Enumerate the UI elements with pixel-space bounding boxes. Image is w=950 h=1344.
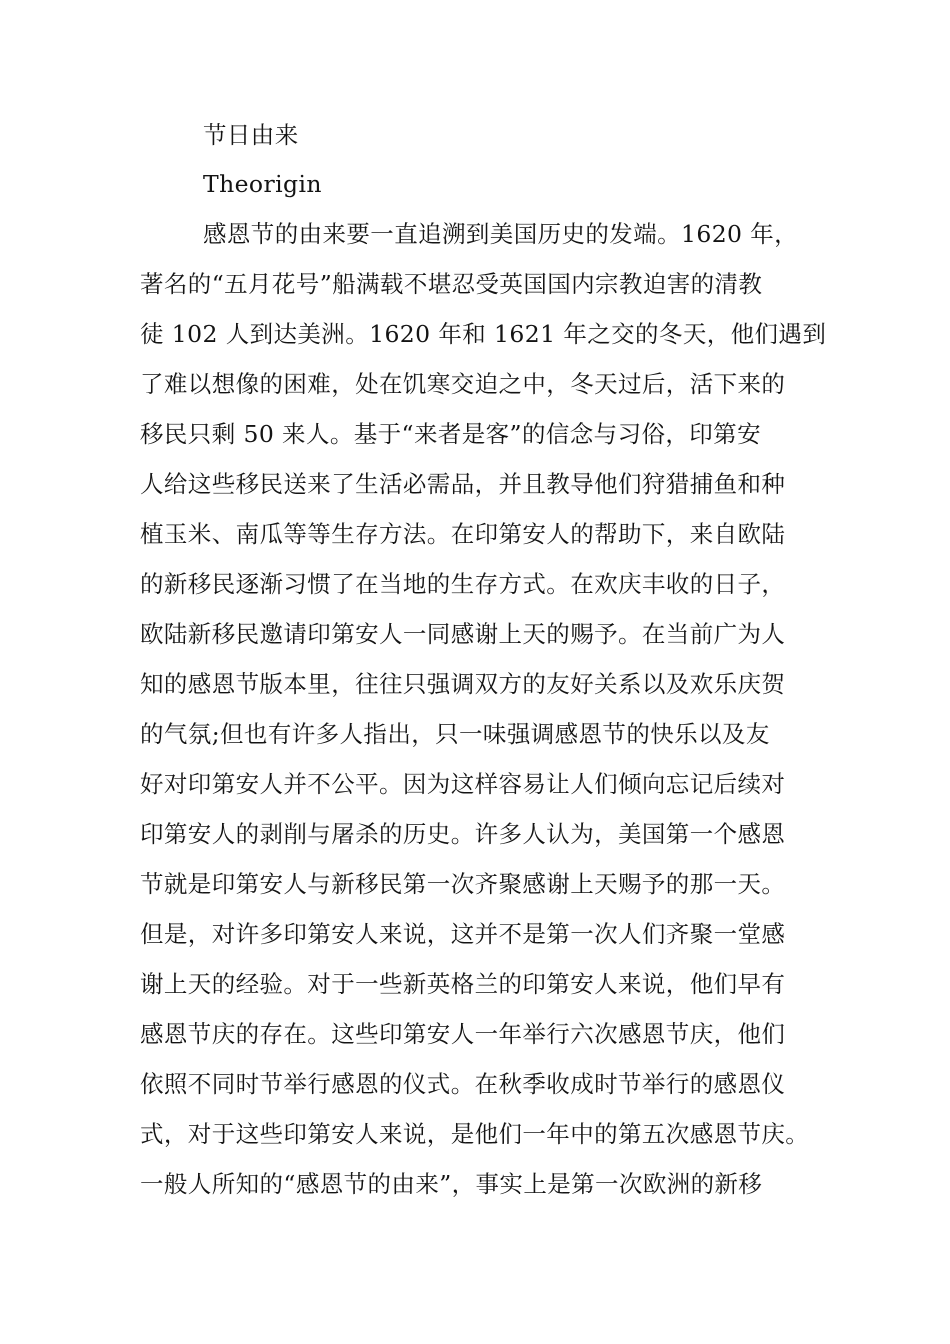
paragraph-line: 的气氛;但也有许多人指出，只一味强调感恩节的快乐以及友 xyxy=(140,720,770,748)
paragraph-line: 知的感恩节版本里，往往只强调双方的友好关系以及欢乐庆贺 xyxy=(140,670,786,698)
subheading: Theorigin xyxy=(203,170,322,198)
heading: 节日由来 xyxy=(203,121,299,149)
paragraph-line: 欧陆新移民邀请印第安人一同感谢上天的赐予。在当前广为人 xyxy=(140,620,786,648)
paragraph-line: 但是，对许多印第安人来说，这并不是第一次人们齐聚一堂感 xyxy=(140,920,786,948)
paragraph-line: 徒 102 人到达美洲。1620 年和 1621 年之交的冬天，他们遇到 xyxy=(140,320,827,348)
paragraph-line: 印第安人的剥削与屠杀的历史。许多人认为，美国第一个感恩 xyxy=(140,820,786,848)
paragraph-line: 感恩节庆的存在。这些印第安人一年举行六次感恩节庆，他们 xyxy=(140,1020,786,1048)
paragraph-line: 著名的“五月花号”船满载不堪忍受英国国内宗教迫害的清教 xyxy=(140,270,763,298)
paragraph-line: 好对印第安人并不公平。因为这样容易让人们倾向忘记后续对 xyxy=(140,770,786,798)
paragraph-line: 节就是印第安人与新移民第一次齐聚感谢上天赐予的那一天。 xyxy=(140,870,786,898)
paragraph-line: 依照不同时节举行感恩的仪式。在秋季收成时节举行的感恩仪 xyxy=(140,1070,786,1098)
paragraph-line: 的新移民逐渐习惯了在当地的生存方式。在欢庆丰收的日子， xyxy=(140,570,786,598)
paragraph-line: 感恩节的由来要一直追溯到美国历史的发端。1620 年， xyxy=(203,220,799,248)
paragraph-line: 谢上天的经验。对于一些新英格兰的印第安人来说，他们早有 xyxy=(140,970,786,998)
paragraph-line: 人给这些移民送来了生活必需品，并且教导他们狩猎捕鱼和种 xyxy=(140,470,786,498)
paragraph-line: 移民只剩 50 来人。基于“来者是客”的信念与习俗，印第安 xyxy=(140,420,761,448)
paragraph-line: 了难以想像的困难，处在饥寒交迫之中，冬天过后，活下来的 xyxy=(140,370,786,398)
paragraph-line: 式，对于这些印第安人来说，是他们一年中的第五次感恩节庆。 xyxy=(140,1120,810,1148)
paragraph-line: 一般人所知的“感恩节的由来”，事实上是第一次欧洲的新移 xyxy=(140,1170,763,1198)
paragraph-line: 植玉米、南瓜等等生存方法。在印第安人的帮助下，来自欧陆 xyxy=(140,520,786,548)
